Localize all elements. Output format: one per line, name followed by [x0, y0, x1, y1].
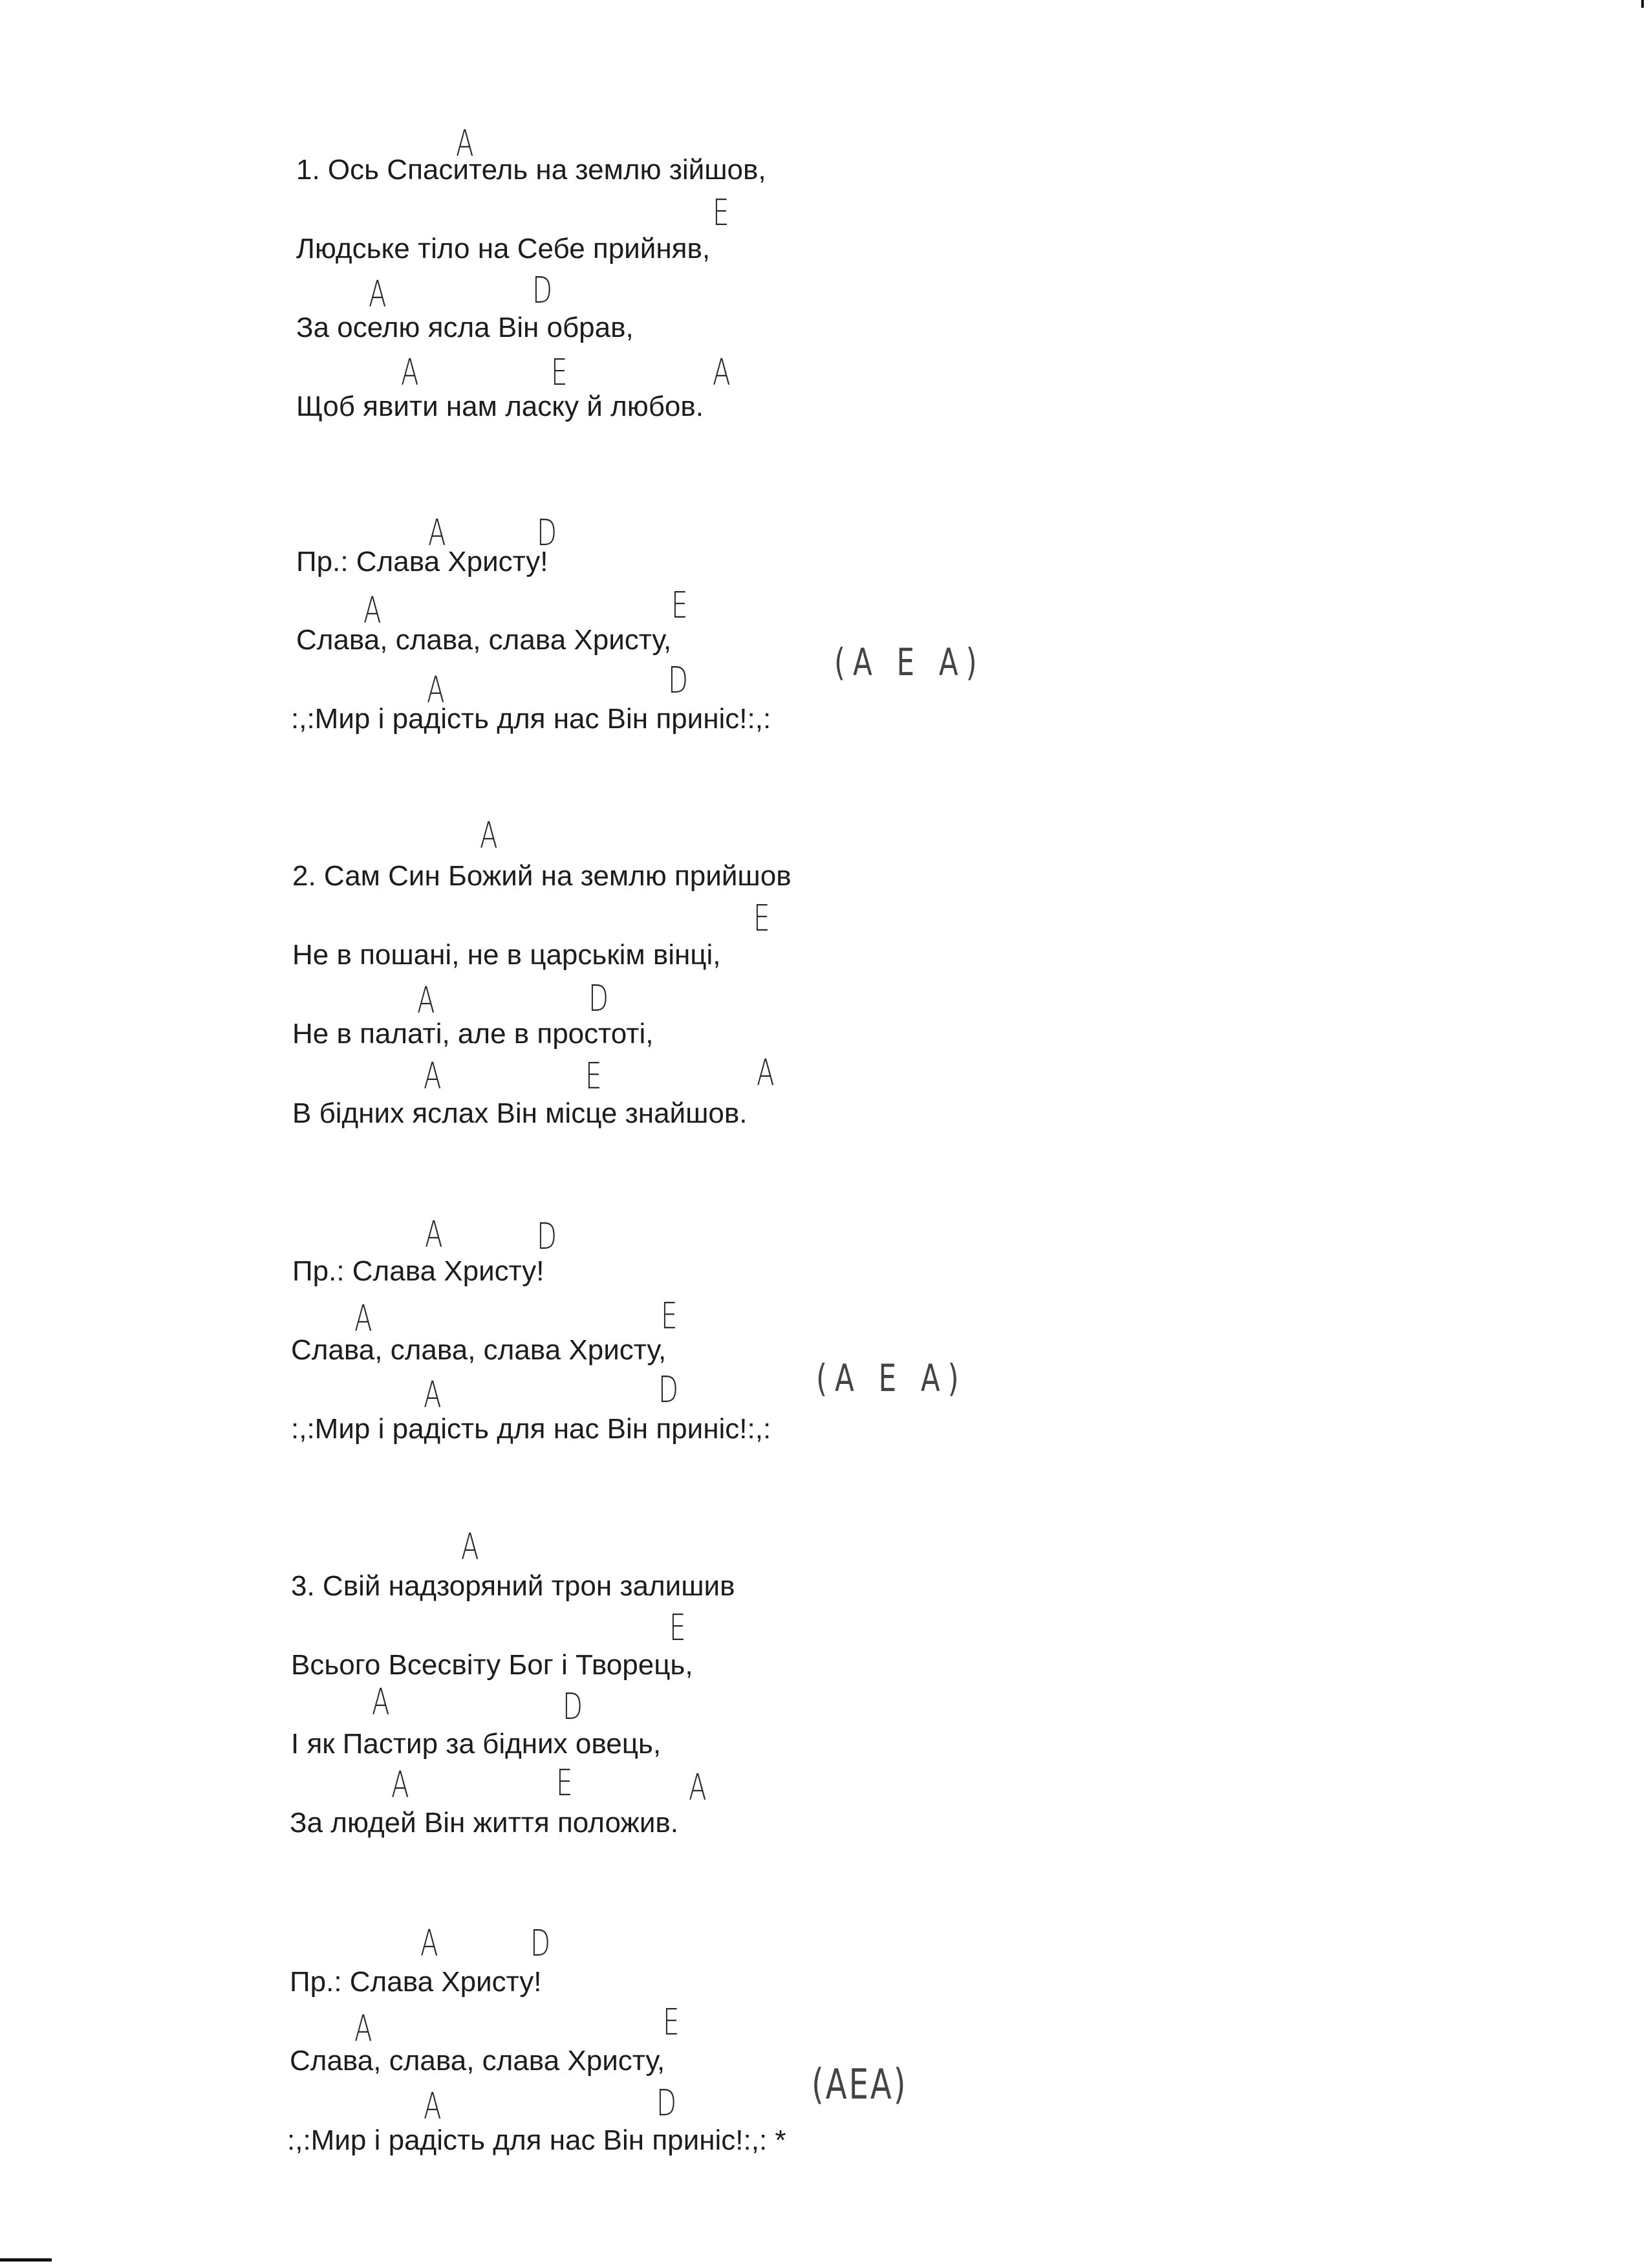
chord: E	[661, 1295, 678, 1337]
lyric-line: :,:Мир і радість для нас Він приніс!:,:	[291, 1413, 771, 1445]
lyric-line: Пр.: Слава Христу!	[292, 1255, 544, 1287]
lyric-line: За оселю ясла Він обрав,	[296, 312, 634, 343]
chord: A	[372, 1681, 390, 1723]
lyric-line: В бідних яслах Він місце знайшов.	[292, 1097, 748, 1129]
chord: A	[424, 2086, 442, 2128]
lyric-line: :,:Мир і радість для нас Він приніс!:,:	[291, 703, 771, 735]
lyric-line: 3. Свій надзоряний трон залишив	[291, 1570, 735, 1602]
lyric-line: Людське тіло на Себе прийняв,	[296, 233, 711, 265]
chord: A	[369, 274, 387, 316]
chord-note: (A E A)	[816, 1356, 967, 1400]
chord: D	[530, 1923, 551, 1965]
lyric-line: Щоб явити нам ласку й любов.	[296, 391, 704, 422]
chord: E	[663, 2002, 680, 2044]
lyric-line: За людей Він життя положив.	[290, 1807, 679, 1839]
chord: D	[537, 512, 557, 554]
scan-edge-mark	[0, 2258, 52, 2262]
chord: A	[363, 590, 382, 632]
chord: A	[420, 1923, 438, 1965]
chord: A	[417, 980, 435, 1022]
chord: D	[668, 660, 689, 702]
chord: E	[556, 1762, 573, 1804]
lyric-line: 1. Ось Спаситель на землю зійшов,	[296, 154, 766, 186]
lyric-line: Пр.: Слава Христу!	[290, 1966, 542, 1998]
chord: D	[532, 270, 553, 312]
chord: A	[354, 2008, 372, 2050]
chord: A	[425, 1214, 443, 1256]
chord: A	[427, 669, 445, 711]
chord: A	[424, 1374, 442, 1416]
lyric-line: Слава, слава, слава Христу,	[290, 2045, 665, 2077]
chord: E	[669, 1607, 686, 1649]
chord: D	[588, 978, 609, 1020]
lyric-line: Не в палаті, але в простоті,	[292, 1018, 654, 1050]
chord-note: (A E A)	[834, 640, 985, 684]
scan-edge-mark	[1641, 0, 1644, 8]
chord: A	[461, 1526, 479, 1568]
chord: A	[757, 1052, 775, 1094]
chord: A	[713, 352, 731, 394]
chord: E	[551, 352, 568, 394]
chord-note: (AEA)	[812, 2061, 908, 2109]
chord: A	[689, 1767, 707, 1809]
chord: E	[585, 1055, 602, 1097]
chord: A	[424, 1055, 442, 1097]
lyric-line: Пр.: Слава Христу!	[296, 546, 548, 578]
chord: D	[537, 1216, 557, 1258]
chord: A	[428, 512, 446, 554]
chord: A	[354, 1298, 372, 1340]
chord: D	[658, 1369, 679, 1411]
chord: E	[713, 192, 729, 234]
lyric-line: :,:Мир і радість для нас Він приніс!:,: *	[287, 2124, 786, 2156]
lyric-line: 2. Сам Син Божий на землю прийшов	[292, 860, 792, 892]
lyric-line: Всього Всесвіту Бог і Творець,	[291, 1649, 693, 1681]
chord: D	[656, 2082, 677, 2124]
chord: E	[753, 898, 770, 940]
lyric-line: Слава, слава, слава Христу,	[296, 624, 672, 656]
lyric-line: І як Пастир за бідних овець,	[291, 1728, 662, 1760]
chord: A	[480, 815, 498, 857]
chord: A	[391, 1764, 409, 1806]
chord: A	[401, 352, 419, 394]
lyric-line: Слава, слава, слава Христу,	[291, 1334, 667, 1366]
lyric-line: Не в пошані, не в царськім вінці,	[292, 939, 721, 971]
chord: D	[563, 1686, 583, 1728]
chord: A	[456, 123, 474, 165]
chord: E	[671, 585, 688, 627]
